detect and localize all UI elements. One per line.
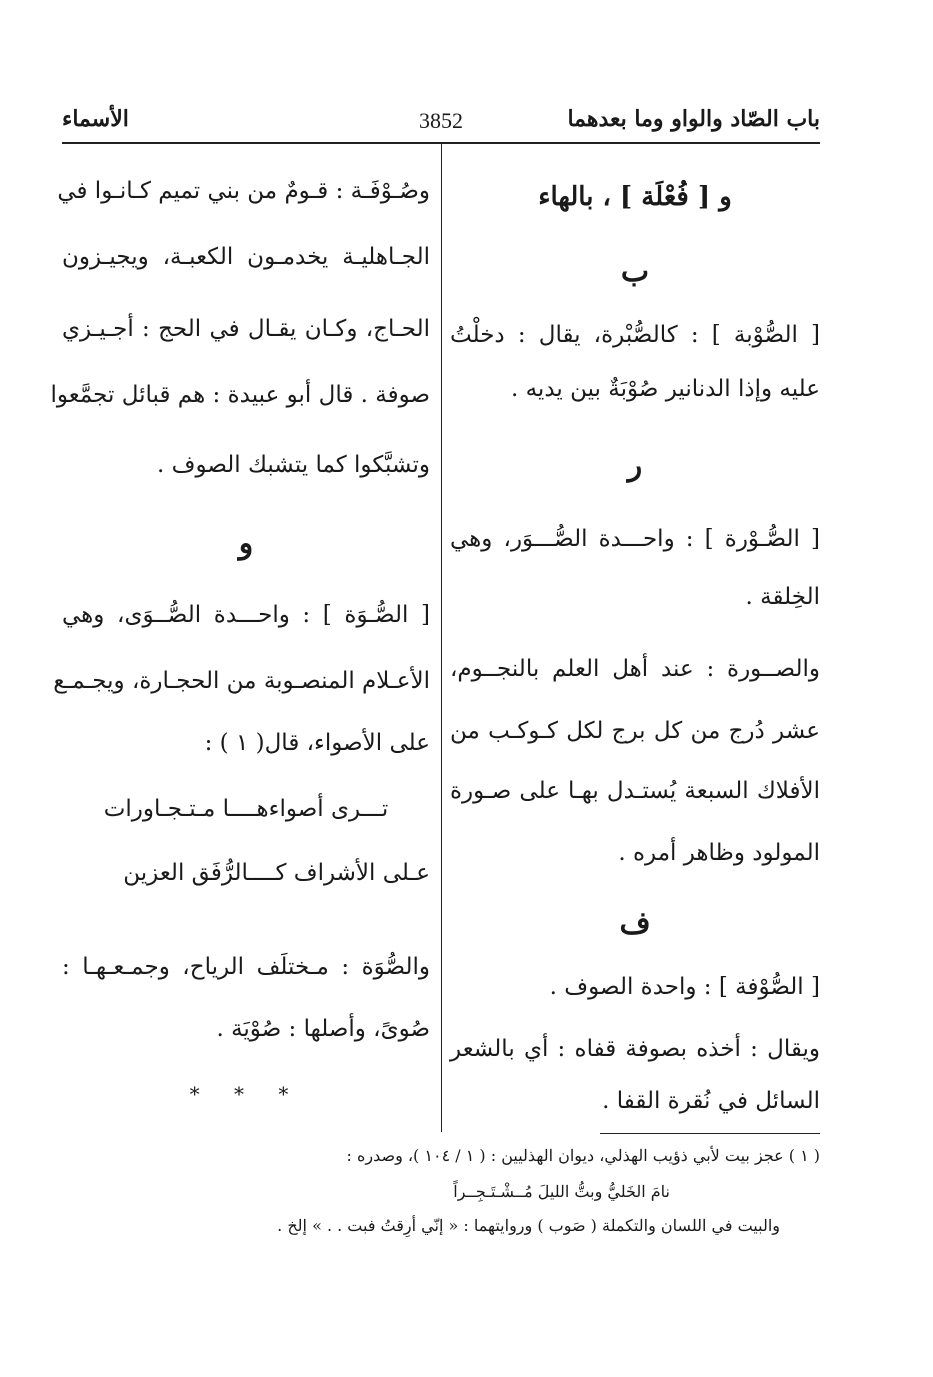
footnote-note: والبيت في اللسان والتكملة ( صَوب ) وروايتهما : « إنّي أرِقتُ فبت . . » إلخ . <box>277 1216 780 1235</box>
entry-sura-line2: الخِلقة . <box>745 584 820 610</box>
entry-sufa-tribe-line3: الحـاج، وكـان يقـال في الحج : أجـيـزي <box>62 316 430 342</box>
section-heading: و [ فُعْلَة ] ، بالهاء <box>538 182 732 212</box>
footnote-rule <box>600 1133 820 1134</box>
letter-heading-b: ب <box>620 254 650 289</box>
page-header <box>62 102 820 144</box>
entry-sufa-tribe-line5: وتشبَّكوا كما يتشبك الصوف . <box>156 452 430 478</box>
footnote-1: ( ١ ) عجز بيت لأبي ذؤيب الهذلي، ديوان الهذليين : ( ١ / ١٠٤ )، وصدره : <box>346 1146 820 1165</box>
entry-sufa2-line2: السائل في نُقرة القفا . <box>602 1088 820 1114</box>
entry-suwa-line1: [ الصُّـوَة ] : واحـــدة الصُّــوَى، وهي <box>62 602 430 628</box>
section-end-stars: * * * <box>189 1082 303 1106</box>
entry-sufa-tribe-line4: صوفة . قال أبو عبيدة : هم قبائل تجمَّعوا <box>50 382 430 408</box>
entry-sawba-line2: عليه وإذا الدنانير صُوْبَةٌ بين يديه . <box>510 376 820 402</box>
entry-suwa2-line2: صُوىً، وأصلها : صُوْيَة . <box>216 1016 430 1042</box>
page-number: 3852 <box>419 108 463 133</box>
entry-sura2-line2: عشر دُرج من كل برج لكل كـوكـب من <box>450 718 820 744</box>
entry-sura2-line3: الأفلاك السبعة يُستـدل بهـا على صـورة <box>450 778 820 804</box>
entry-sufa2-line1: ويقال : أخذه بصوفة قفاه : أي بالشعر <box>450 1036 820 1062</box>
footnote-verse: نامَ الخَليُّ وبتُّ الليلَ مُــشْـتَـجِــراً <box>453 1182 670 1201</box>
verse-line1: تـــرى أصواءهــــا مـتـجـاورات <box>103 796 389 822</box>
chapter-title: باب الصّاد والواو وما بعدهما <box>567 106 820 132</box>
entry-sufa-tribe-line1: وصُـوْفَـة : قـومٌ من بني تميم كـانـوا في <box>57 178 430 204</box>
entry-sura2-line1: والصــورة : عند أهل العلم بالنجــوم، <box>450 656 820 682</box>
entry-suwa-line3: على الأصواء، قال( ١ ) : <box>204 730 430 756</box>
entry-sura-line1: [ الصُّـوْرة ] : واحـــدة الصُّـــوَر، وهي <box>450 526 820 552</box>
entry-sura2-line4: المولود وظاهر أمره . <box>618 840 820 866</box>
entry-suwa2-line1: والصُّوَة : مـختلَف الرياح، وجمـعـهـا : <box>62 954 430 980</box>
entry-sawba-line1: [ الصُّوْبة ] : كالصُّبْرة، يقال : دخلْتُ <box>450 322 820 348</box>
section-name: الأسماء <box>62 106 129 132</box>
entry-suwa-line2: الأعـلام المنصـوبة من الحجـارة، ويجـمـع <box>53 668 430 694</box>
entry-sufa-tribe-line2: الجـاهليـة يخدمـون الكعبـة، ويجيـزون <box>62 244 430 270</box>
letter-heading-f: ف <box>619 906 651 941</box>
letter-heading-r: ر <box>627 448 643 483</box>
entry-sufa-line1: [ الصُّوْفة ] : واحدة الصوف . <box>549 974 820 1000</box>
verse-line2: عـلى الأشراف كــــالرُّفَق العزين <box>123 860 430 886</box>
column-divider <box>441 144 442 1132</box>
letter-heading-w: و <box>238 526 254 561</box>
